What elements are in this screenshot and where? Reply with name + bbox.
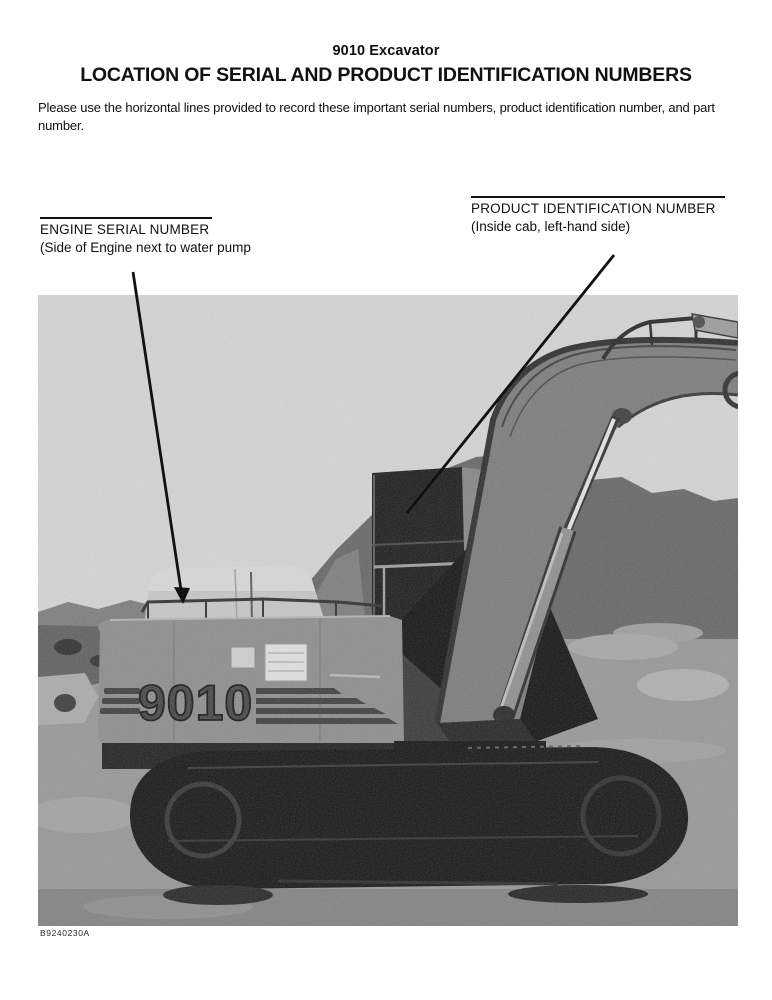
product-id-record-line	[471, 196, 725, 198]
halftone-grain	[38, 295, 738, 926]
product-id-note: (Inside cab, left-hand side)	[471, 219, 631, 234]
product-id-label: PRODUCT IDENTIFICATION NUMBER	[471, 201, 716, 216]
engine-serial-callout	[40, 217, 251, 255]
product-id-callout	[471, 196, 725, 234]
intro-text: Please use the horizontal lines provided to record these important serial numbers, product identification number, and part number.	[38, 100, 715, 133]
machine-model-decal: 9010	[138, 675, 254, 731]
photo-code: B9240230A	[40, 928, 90, 938]
doc-heading: LOCATION OF SERIAL AND PRODUCT IDENTIFICATION NUMBERS	[80, 64, 692, 86]
engine-serial-record-line	[40, 217, 212, 219]
page-title: 9010 Excavator	[332, 43, 440, 59]
excavator-photo	[38, 295, 738, 926]
engine-serial-note: (Side of Engine next to water pump	[40, 240, 251, 255]
engine-serial-label: ENGINE SERIAL NUMBER	[40, 222, 210, 237]
